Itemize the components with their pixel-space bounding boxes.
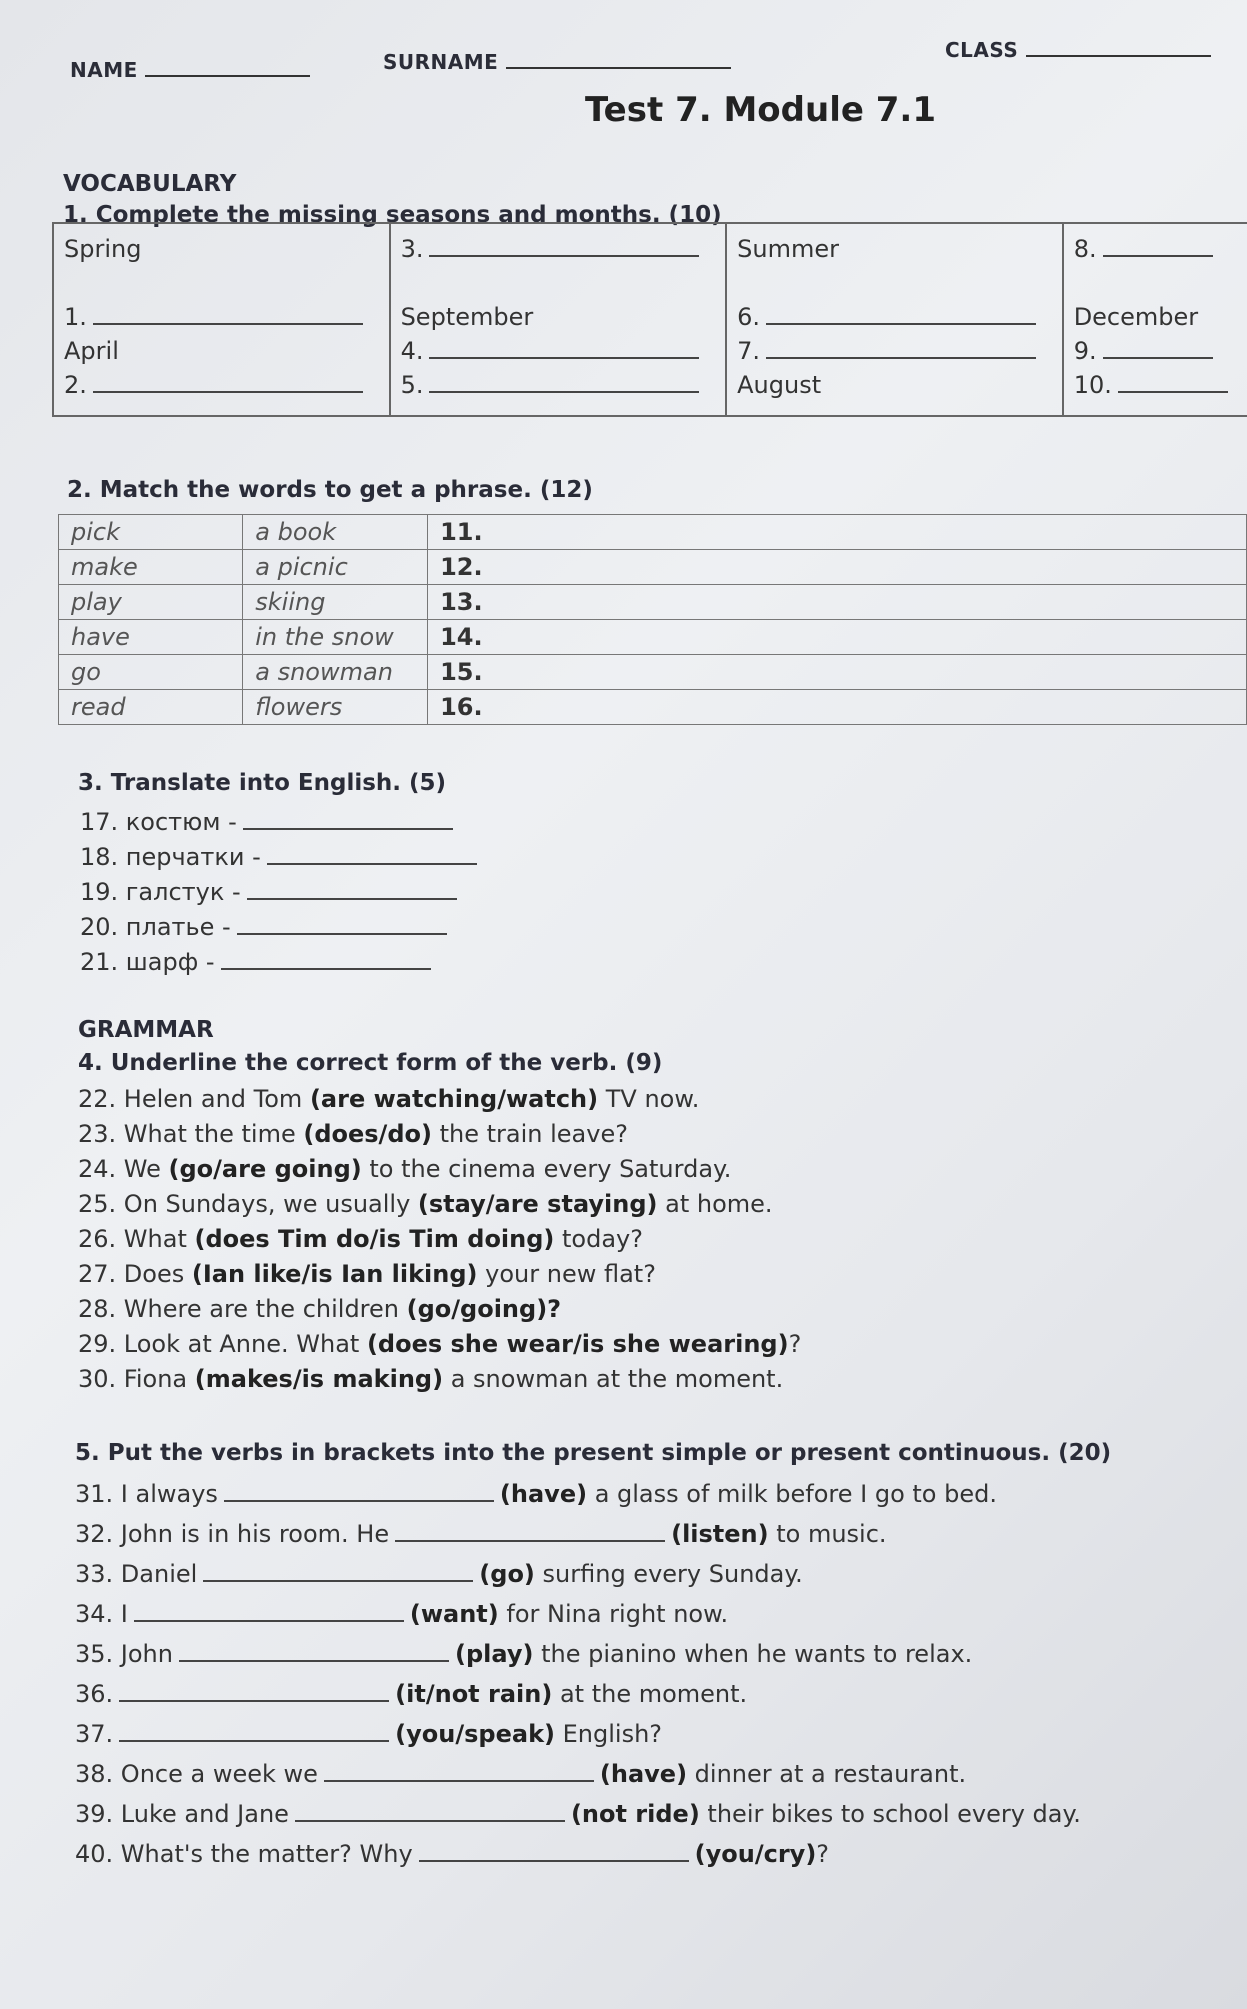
task4-item[interactable]: 23. What the time (does/do) the train leave? — [78, 1120, 628, 1148]
match-answer-11[interactable]: 11. — [428, 515, 1247, 550]
task5-item[interactable]: 31. I always (have) a glass of milk before I go to bed. — [75, 1480, 997, 1508]
task4-item[interactable]: 28. Where are the children (go/going)? — [78, 1295, 562, 1323]
task5-item[interactable]: 39. Luke and Jane (not ride) their bikes to school every day. — [75, 1800, 1081, 1828]
task5-item[interactable]: 36. (it/not rain) at the moment. — [75, 1680, 748, 1708]
match-verb: have — [59, 620, 243, 655]
match-verb: read — [59, 690, 243, 725]
surname-label-row — [383, 50, 731, 74]
seasons-cell-spring — [53, 223, 390, 416]
match-row — [59, 550, 1247, 585]
match-row — [59, 585, 1247, 620]
match-noun: flowers — [243, 690, 428, 725]
class-label: CLASS — [945, 38, 1019, 62]
name-field[interactable] — [145, 75, 310, 77]
translate-item[interactable]: 17. костюм - — [80, 808, 459, 836]
match-row — [59, 515, 1247, 550]
month-august: August — [737, 371, 822, 399]
blank-9[interactable]: 9. — [1074, 334, 1237, 368]
match-noun: a snowman — [243, 655, 428, 690]
class-field[interactable] — [1026, 55, 1211, 57]
task2-heading: 2. Match the words to get a phrase. (12) — [67, 477, 593, 503]
task5-item[interactable]: 37. (you/speak) English? — [75, 1720, 663, 1748]
vocabulary-heading: VOCABULARY — [63, 171, 237, 197]
match-answer-15[interactable]: 15. — [428, 655, 1247, 690]
season-summer: Summer — [737, 235, 839, 263]
name-label: NAME — [70, 58, 138, 82]
blank-7[interactable]: 7. — [737, 334, 1052, 368]
task5-item[interactable]: 38. Once a week we (have) dinner at a restaurant. — [75, 1760, 967, 1788]
match-noun: in the snow — [243, 620, 428, 655]
match-row — [59, 690, 1247, 725]
match-answer-16[interactable]: 16. — [428, 690, 1247, 725]
task5-heading: 5. Put the verbs in brackets into the present simple or present continuous. (20) — [75, 1440, 1112, 1466]
match-row — [59, 620, 1247, 655]
seasons-table — [52, 222, 1247, 417]
match-verb: pick — [59, 515, 243, 550]
match-table — [58, 514, 1247, 725]
task4-heading: 4. Underline the correct form of the verb. (9) — [78, 1050, 663, 1076]
blank-5[interactable]: 5. — [401, 368, 716, 402]
task5-item[interactable]: 35. John (play) the pianino when he wants to relax. — [75, 1640, 973, 1668]
match-noun: a picnic — [243, 550, 428, 585]
task5-item[interactable]: 40. What's the matter? Why (you/cry)? — [75, 1840, 830, 1868]
translate-item[interactable]: 20. платье - — [80, 913, 453, 941]
page-title: Test 7. Module 7.1 — [585, 90, 936, 130]
blank-2[interactable]: 2. — [64, 368, 379, 402]
match-row — [59, 655, 1247, 690]
match-answer-13[interactable]: 13. — [428, 585, 1247, 620]
task4-item[interactable]: 27. Does (Ian like/is Ian liking) your new flat? — [78, 1260, 656, 1288]
task4-item[interactable]: 25. On Sundays, we usually (stay/are staying) at home. — [78, 1190, 773, 1218]
match-verb: go — [59, 655, 243, 690]
grammar-heading: GRAMMAR — [78, 1017, 214, 1043]
class-label-row — [945, 38, 1211, 62]
match-noun: a book — [243, 515, 428, 550]
match-noun: skiing — [243, 585, 428, 620]
name-label-row — [70, 58, 310, 82]
task4-item[interactable]: 29. Look at Anne. What (does she wear/is she wearing)? — [78, 1330, 802, 1358]
translate-item[interactable]: 19. галстук - — [80, 878, 463, 906]
task4-item[interactable]: 22. Helen and Tom (are watching/watch) TV now. — [78, 1085, 700, 1113]
season-spring: Spring — [64, 235, 142, 263]
blank-3[interactable]: 3. — [401, 232, 716, 266]
task5-item[interactable]: 32. John is in his room. He (listen) to music. — [75, 1520, 887, 1548]
blank-8[interactable]: 8. — [1074, 232, 1237, 266]
blank-1[interactable]: 1. — [64, 300, 379, 334]
month-december: December — [1073, 303, 1199, 331]
surname-label: SURNAME — [383, 50, 499, 74]
task3-heading: 3. Translate into English. (5) — [78, 770, 447, 796]
blank-10[interactable]: 10. — [1074, 368, 1237, 402]
blank-6[interactable]: 6. — [737, 300, 1052, 334]
task5-item[interactable]: 33. Daniel (go) surfing every Sunday. — [75, 1560, 803, 1588]
blank-4[interactable]: 4. — [401, 334, 716, 368]
task4-item[interactable]: 30. Fiona (makes/is making) a snowman at the moment. — [78, 1365, 784, 1393]
month-april: April — [64, 337, 119, 365]
match-answer-12[interactable]: 12. — [428, 550, 1247, 585]
match-verb: make — [59, 550, 243, 585]
translate-item[interactable]: 21. шарф - — [80, 948, 437, 976]
task5-item[interactable]: 34. I (want) for Nina right now. — [75, 1600, 729, 1628]
task4-item[interactable]: 26. What (does Tim do/is Tim doing) today? — [78, 1225, 643, 1253]
task4-item[interactable]: 24. We (go/are going) to the cinema every Saturday. — [78, 1155, 732, 1183]
seasons-cell-autumn — [390, 223, 727, 416]
seasons-cell-winter — [1063, 223, 1247, 416]
seasons-cell-summer — [726, 223, 1063, 416]
month-september: September — [400, 303, 534, 331]
match-answer-14[interactable]: 14. — [428, 620, 1247, 655]
translate-item[interactable]: 18. перчатки - — [80, 843, 483, 871]
surname-field[interactable] — [506, 67, 731, 69]
match-verb: play — [59, 585, 243, 620]
task1-heading: 1. Complete the missing seasons and months. (10) — [63, 202, 722, 228]
